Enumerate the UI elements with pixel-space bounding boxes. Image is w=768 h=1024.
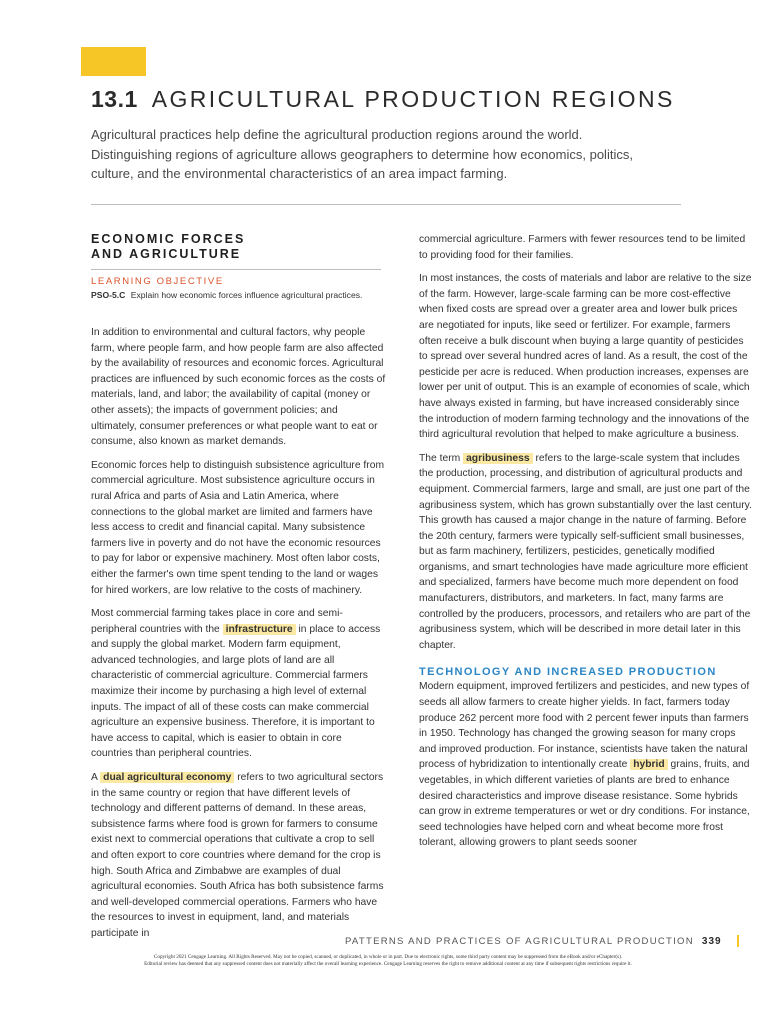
section-color-tab bbox=[81, 47, 146, 76]
footer-accent-bar bbox=[737, 935, 739, 947]
running-footer bbox=[345, 936, 745, 947]
learning-objective-code: PSO-5.C bbox=[91, 290, 126, 300]
copyright-line: Editorial review has deemed that any suppressed content does not materially affect the overall learning experience. Cengage Learning reserves the right to remove additional content at any time if subsequent rights restrictions require it. bbox=[144, 961, 632, 967]
paragraph bbox=[91, 606, 386, 762]
subheading: TECHNOLOGY AND INCREASED PRODUCTION bbox=[419, 666, 717, 679]
right-column bbox=[419, 232, 754, 859]
paragraph bbox=[91, 770, 386, 942]
heading-divider bbox=[91, 269, 381, 270]
paragraph: commercial agriculture. Farmers with fewer resources tend to be limited to providing food for their families. bbox=[419, 234, 746, 261]
paragraph-text: Modern equipment, improved fertilizers and pesticides, and new types of seeds all allow farmers to create higher yields. In fact, farmers today produce 262 percent more food with 2 percent fewer inputs than farmers in 1950. Technology has changed the growing season for many crops and improved production. For instance, scientists have taken the natural process of hybridization to intentionally create bbox=[419, 681, 750, 771]
section-intro: Agricultural practices help define the agricultural production regions around the world. Distinguishing regions of agriculture allows geographers to determine how economics, politics, culture, and the environmental characteristics of an area impact farming. bbox=[91, 127, 633, 181]
paragraph: In most instances, the costs of materials and labor are relative to the size of the farm. However, large-scale farming can be more cost-effective when fixed costs are spread over a greater area and lower bulk prices are negotiated for inputs, like seed or fertilizer. For example, farmers often receive a bulk discount when buying a large quantity of pesticides to spread over several hundred acres of land. As a result, the cost of the pesticide per acre is reduced. When production increases, expenses are lower per unit of output. This is an example of economies of scale, which have always existed in farming, but have increased considerably since the introduction of modern farming technology and the innovations of the third agricultural revolution that helped to make agriculture a business. bbox=[419, 273, 752, 441]
key-term-infrastructure: infrastructure bbox=[223, 624, 296, 635]
copyright-line: Copyright 2021 Cengage Learning. All Rights Reserved. May not be copied, scanned, or duplicated, in whole or in part. Due to electronic rights, some third party content may be suppressed from the eBook and/or eChapter(s). bbox=[153, 954, 623, 960]
paragraph-text: grains, fruits, and vegetables, in which different varieties of plants are bred to enhance desired characteristics and improve disease resistance. Some hybrids can grow in extreme temperatures or wet or dry conditions. For instance, seed technologies have helped corn and wheat become more frost tolerant, allowing growers to plant seeds sooner bbox=[419, 759, 750, 849]
paragraph-text: A bbox=[91, 772, 101, 784]
section-heading bbox=[91, 232, 386, 262]
section-title: AGRICULTURAL PRODUCTION REGIONS bbox=[151, 86, 675, 112]
copyright-notice bbox=[88, 954, 688, 968]
page-number: 339 bbox=[701, 936, 722, 947]
paragraph-text: in place to access and supply the global market. Modern farm equipment, advanced technologies, and large plots of land are all characteristic of commercial agriculture. Commercial farmers maximize their income by purchasing a high level of external inputs. The impact of all of these costs can make commercial agriculture an expensive business. Therefore, it is important to have access to capital, which is easier to obtain in core countries than peripheral countries. bbox=[91, 623, 381, 760]
paragraph: In addition to environmental and cultural factors, why people farm, where people farm, and how people farm are also affected by the availability of resources and economic forces. Agricultural practices are influenced by such economic forces as the costs of materials, land, and labor; the availability of capital (money or other assets); the impacts of government policies; and ultimately, consumer preferences or what people want to eat or consume, also known as market demands. bbox=[91, 327, 386, 448]
paragraph-text: Most commercial farming takes place in core and semi-peripheral countries with the bbox=[91, 608, 343, 635]
learning-objective bbox=[91, 289, 386, 301]
key-term-dual-agricultural-economy: dual agricultural economy bbox=[100, 772, 234, 783]
left-column bbox=[91, 232, 386, 950]
key-term-agribusiness: agribusiness bbox=[463, 453, 533, 464]
learning-objective-label: LEARNING OBJECTIVE bbox=[91, 276, 224, 287]
paragraph-text: The term bbox=[419, 452, 464, 464]
running-title: PATTERNS AND PRACTICES OF AGRICULTURAL PRODUCTION bbox=[345, 936, 694, 947]
paragraph bbox=[419, 451, 754, 654]
paragraph bbox=[419, 679, 754, 851]
page-title bbox=[91, 86, 675, 113]
paragraph-text: refers to the large-scale system that includes the production, processing, and distribution of agricultural products and equipment. Commercial farmers, large and small, are just one part of the agribusiness system, which has grown substantially over the last century. This growth has caused a major change in the nature of farming. Before the 20th century, farmers were typically self-sufficient small businesses, but as farm machinery, fertilizers, pesticides, genetically modified organisms, and smart technologies have made agriculture more efficient and specialized, farmers have become much more dependent on food manufacturers, distributors, and marketers. In fact, many farms are controlled by the producers, processors, and retailers who are part of the agribusiness system, which will be described in more detail later in this chapter. bbox=[419, 452, 752, 651]
section-number: 13.1 bbox=[91, 86, 138, 112]
paragraph-text: refers to two agricultural sectors in the same country or region that have different levels of technology and different patterns of demand. In these areas, subsistence farms where food is grown for farmers to consume exist next to commercial operations that cultivate a crop to sell and often export to core countries where demand for the crop is high. South Africa and Zimbabwe are examples of dual agricultural economies. South Africa has both subsistence farms and well-developed commercial operations. Farmers who have the resources to invest in equipment, land, and materials participate in bbox=[91, 772, 384, 939]
divider bbox=[91, 204, 681, 205]
key-term-hybrid: hybrid bbox=[630, 759, 667, 770]
section-heading-line1: ECONOMIC FORCES bbox=[91, 232, 246, 246]
learning-objective-text: Explain how economic forces influence agricultural practices. bbox=[130, 290, 363, 300]
paragraph: Economic forces help to distinguish subsistence agriculture from commercial agriculture. Most subsistence agriculture occurs in rural Africa and parts of Asia and Latin America, where connections to the global market are limited and farmers have less access to credit and financial capital. Many subsistence farmers live in poverty and do not have the economic resources to pay for labor or expensive machinery. Most often labor costs, either the farmer's own time spent tending to the land or wages for hired workers, are low relative to the costs of machinery. bbox=[91, 459, 385, 596]
section-heading-line2: AND AGRICULTURE bbox=[91, 247, 242, 261]
